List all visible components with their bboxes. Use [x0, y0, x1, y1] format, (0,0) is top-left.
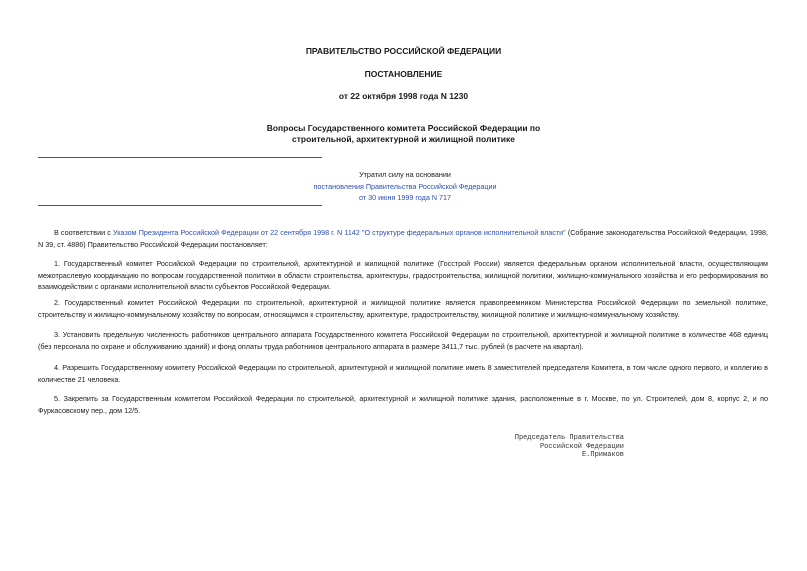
paragraph-5: 5. Закрепить за Государственным комитетом Российской Федерации по строительной, архитектурной и жилищной политике здания, расположенные в г. Москве, по ул. Строителей, дом 8, корпус 2, и по Фуркасовскому пер., дом 12/5. [38, 394, 768, 415]
document-date-number: от 22 октября 1998 года N 1230 [338, 91, 469, 101]
paragraph-3: 3. Установить предельную численность работников центрального аппарата Государственного комитета Российской Федерации по строительной, архитектурной и жилищной политике в количестве 468 единиц (без персонала по охране и обслуживанию зданий) и фонд оплаты труда работников центрального аппарата в размере 3411,7 тыс. рублей (в расчете на квартал). [38, 330, 768, 351]
expired-note-link-line-2[interactable]: от 30 июня 1999 года N 717 [358, 193, 452, 202]
government-heading: ПРАВИТЕЛЬСТВО РОССИЙСКОЙ ФЕДЕРАЦИИ [305, 46, 502, 56]
document-title-line-2: строительной, архитектурной и жилищной политике [292, 134, 515, 144]
document-type: ПОСТАНОВЛЕНИЕ [364, 69, 443, 79]
signature-name: Е.Примаков [581, 451, 624, 459]
expired-note-text: Утратил силу на основании [359, 170, 451, 179]
signature-organization: Российской Федерации [539, 442, 624, 451]
divider-top [38, 157, 322, 158]
document-title-line-1: Вопросы Государственного комитета Российской Федерации по [266, 123, 541, 133]
signature-block [440, 434, 624, 460]
preamble-text-pre: В соответствии с [54, 228, 113, 237]
divider-bottom [38, 205, 322, 206]
preamble-text-post: (Собрание законодательства Российской Федерации, 1998, N 39, ст. 4886) Правительство Российской Федерации постановляет: [38, 228, 769, 249]
paragraph-4: 4. Разрешить Государственному комитету Российской Федерации по строительной, архитектурной и жилищной политике иметь 8 заместителей председателя Комитета, в том числе одного первого, и коллегию в количестве 21 человека. [38, 363, 768, 384]
decree-link[interactable]: Указом Президента Российской Федерации от 22 сентября 1998 г. N 1142 "О структуре федеральных органов исполнительной власти" [113, 228, 566, 237]
preamble-paragraph [38, 227, 768, 250]
paragraph-1: 1. Государственный комитет Российской Федерации по строительной, архитектурной и жилищной политике (Госстрой России) является федеральным органом исполнительной власти, осуществляющим межотраслевую координацию по вопросам государственной политики в области строительства, архитектуры, градостроительства, жилищной политики, жилищно-коммунального хозяйства и его реформирования во взаимодействии с органами исполнительной власти субъектов Российской Федерации. [38, 259, 768, 291]
expired-note-link-line-1[interactable]: постановления Правительства Российской Федерации [313, 181, 497, 191]
signature-position: Председатель Правительства [514, 434, 624, 442]
expired-note [300, 169, 510, 204]
paragraph-2: 2. Государственный комитет Российской Федерации по строительной, архитектурной и жилищной политике является правопреемником Министерства Российской Федерации по земельной политике, строительству и жилищно-коммунальному хозяйству по вопросам, относящимся к строительству, архитектуре, градостроительству, жилищной политике и жилищно-коммунальному хозяйству. [38, 298, 768, 319]
